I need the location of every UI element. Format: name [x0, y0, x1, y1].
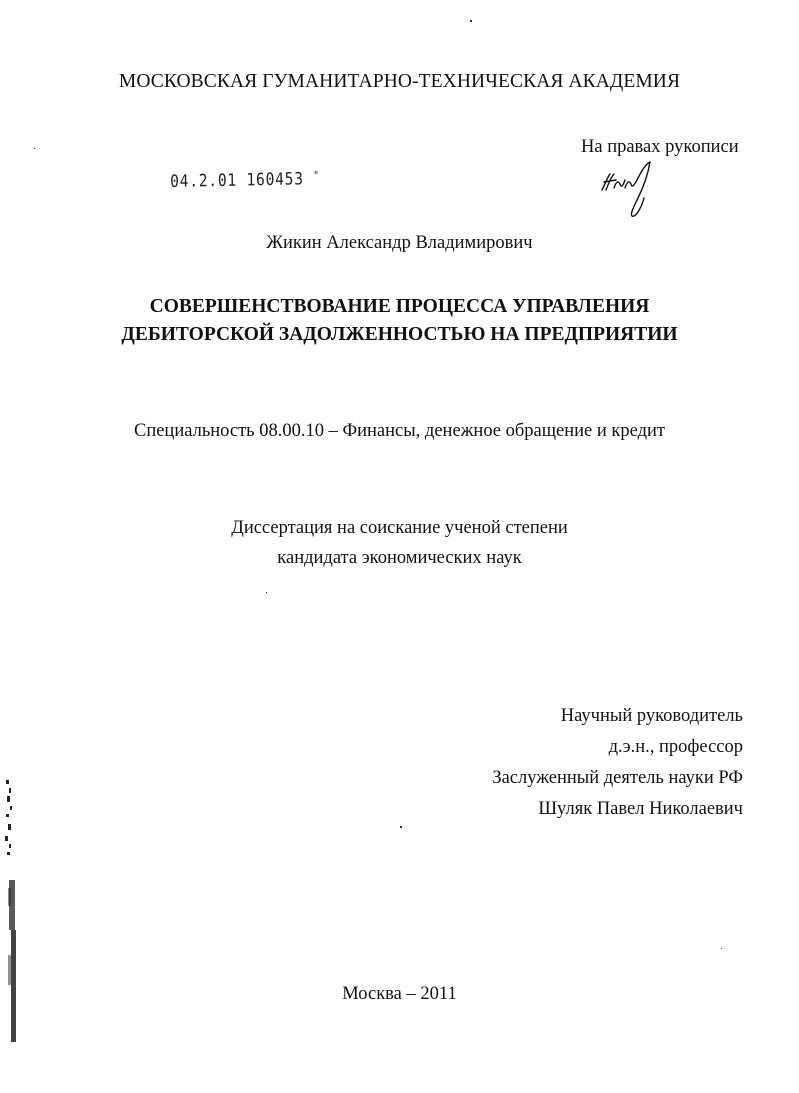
registration-number: 04.2.01 160453: [170, 169, 304, 192]
scan-speck: [266, 592, 267, 593]
supervisor-role: Научный руководитель: [560, 706, 743, 726]
title-line: ДЕБИТОРСКОЙ ЗАДОЛЖЕННОСТЬЮ НА ПРЕДПРИЯТИИ: [121, 324, 678, 345]
signature-icon: [598, 160, 678, 220]
supervisor-honor: Заслуженный деятель науки РФ: [492, 768, 743, 788]
scan-speck: [721, 948, 722, 949]
supervisor-name: Шуляк Павел Николаевич: [538, 799, 743, 819]
scan-speck: [400, 826, 402, 828]
institution-name: МОСКОВСКАЯ ГУМАНИТАРНО-ТЕХНИЧЕСКАЯ АКАДЕМИЯ: [118, 71, 681, 92]
author-name: Жикин Александр Владимирович: [266, 233, 533, 253]
dissertation-title: [0, 293, 799, 349]
degree-line: кандидата экономических наук: [277, 548, 522, 568]
title-line: СОВЕРШЕНСТВОВАНИЕ ПРОЦЕССА УПРАВЛЕНИЯ: [149, 296, 650, 317]
scan-speck: [34, 148, 35, 149]
scan-speck: [470, 20, 472, 22]
rights-notice: На правах рукописи: [581, 137, 739, 157]
degree-line: Диссертация на соискание ученой степени: [231, 518, 568, 538]
registration-stamp: [170, 169, 320, 192]
supervisor-block: [492, 701, 743, 825]
city-year: Москва – 2011: [342, 984, 457, 1004]
stamp-mark: ": [313, 168, 320, 183]
supervisor-degree: д.э.н., профессор: [608, 737, 743, 757]
scan-edge-artifact: [3, 780, 17, 1045]
specialty: Специальность 08.00.10 – Финансы, денежное обращение и кредит: [133, 421, 665, 441]
degree-statement: [0, 513, 799, 573]
